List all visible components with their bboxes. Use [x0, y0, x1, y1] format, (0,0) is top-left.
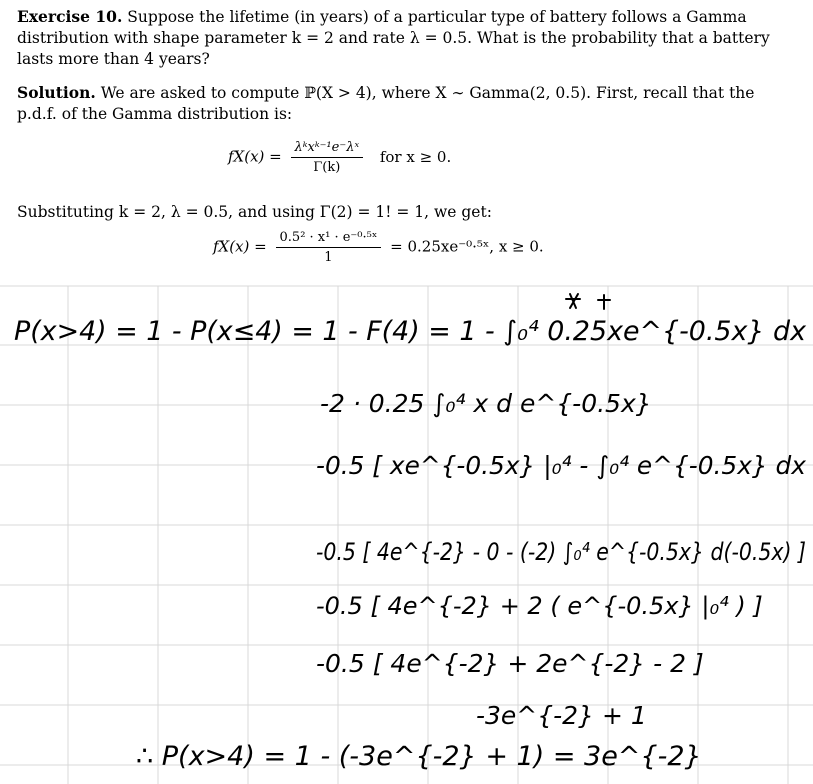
solution-label: Solution.: [17, 83, 96, 102]
grid-lines: [0, 286, 813, 784]
hand-line-3: -0.5 [ xe^{-0.5x} |₀⁴ - ∫₀⁴ e^{-0.5x} dx: [316, 451, 807, 480]
hand-line-8: ∴ P(x>4) = 1 - (-3e^{-2} + 1) = 3e^{-2}: [136, 741, 702, 772]
hand-line-4: -0.5 [ 4e^{-2} - 0 - (-2) ∫₀⁴ e^{-0.5x} d(-0.5x) ]: [316, 538, 806, 566]
exercise-text: Suppose the lifetime (in years) of a particular type of battery follows a Gamma distribution with shape parameter k = 2 and rate λ = 0.5. What is the probability that a battery lasts more than 4 years?: [17, 8, 770, 68]
hand-line-7: -3e^{-2} + 1: [476, 701, 647, 730]
exercise-label: Exercise 10.: [17, 7, 123, 26]
pdf-denominator: Γ(k): [313, 160, 341, 175]
hand-line-2: -2 · 0.25 ∫₀⁴ x d e^{-0.5x}: [320, 389, 652, 418]
solution-text: We are asked to compute ℙ(X > 4), where X ∼ Gamma(2, 0.5). First, recall that the p.d.f. of the Gamma distribution is:: [17, 84, 755, 123]
hand-line-5: -0.5 [ 4e^{-2} + 2 ( e^{-0.5x} |₀⁴ ) ]: [316, 592, 763, 620]
sub-denominator: 1: [324, 250, 333, 265]
hand-line-1: P(x>4) = 1 - P(x≤4) = 1 - F(4) = 1 - ∫₀⁴ 0.25xe^{-0.5x} dx: [14, 316, 808, 347]
sub-numerator: 0.5² · x¹ · e⁻⁰·⁵ˣ: [276, 230, 382, 248]
scribble-mark: [566, 294, 610, 309]
pdf-condition: for x ≥ 0.: [379, 147, 452, 166]
pdf-lhs: fX(x) =: [228, 147, 282, 166]
sub-result: = 0.25xe⁻⁰·⁵ˣ, x ≥ 0.: [390, 237, 544, 256]
hand-line-6: -0.5 [ 4e^{-2} + 2e^{-2} - 2 ]: [316, 649, 704, 678]
substitution-text: Substituting k = 2, λ = 0.5, and using Γ(2) = 1! = 1, we get:: [17, 203, 492, 221]
sub-lhs: fX(x) =: [213, 237, 267, 256]
pdf-numerator: λᵏxᵏ⁻¹e⁻λˣ: [291, 140, 364, 158]
